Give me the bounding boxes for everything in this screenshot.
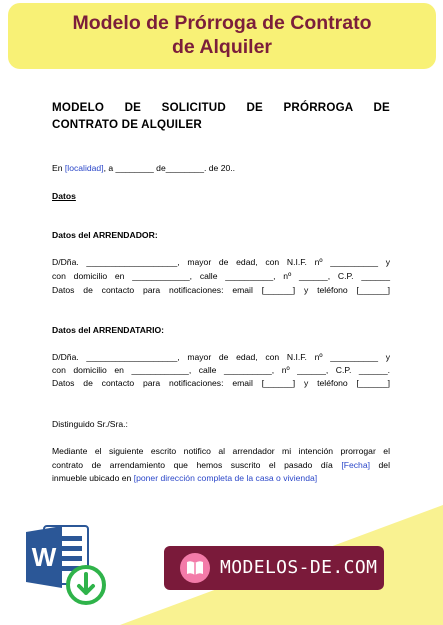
body-line-2-prefix: contrato de arrendamiento que hemos suscrito el pasado día: [52, 460, 342, 470]
document-title-line-1: MODELO DE SOLICITUD DE PRÓRROGA DE: [52, 101, 390, 114]
document-title: [52, 99, 390, 133]
arrendador-line-2: con domicilio en ____________, calle __________, nº ______, C.P. ______: [52, 271, 390, 281]
body-line-2-suffix: del: [370, 460, 390, 470]
body-line-3-prefix: inmueble ubicado en: [52, 473, 134, 483]
brand-banner[interactable]: [164, 546, 384, 590]
body-line-3: [52, 472, 390, 485]
document-title-line-2: CONTRATO DE ALQUILER: [52, 118, 202, 131]
page-title: [8, 11, 436, 59]
brand-text: MODELOS-DE.COM: [220, 557, 378, 578]
greeting: Distinguido Sr./Sra.:: [52, 419, 128, 429]
arrendador-line-3: Datos de contacto para notificaciones: email [______] y teléfono [______]: [52, 285, 390, 295]
place-date-prefix: En: [52, 163, 65, 173]
locality-placeholder: [localidad]: [64, 163, 104, 173]
place-date-line: [52, 162, 390, 175]
page-title-line-1: Modelo de Prórroga de Contrato: [72, 12, 372, 34]
date-placeholder: [Fecha]: [341, 460, 370, 470]
word-letter: W: [31, 542, 57, 572]
arrendador-heading: Datos del ARRENDADOR:: [52, 230, 158, 240]
brand-book-icon: [180, 553, 210, 583]
arrendatario-heading: Datos del ARRENDATARIO:: [52, 325, 165, 335]
arrendatario-line-1: D/Dña. ___________________, mayor de edad, con N.I.F. nº __________ y: [52, 352, 390, 362]
datos-heading: Datos: [52, 191, 76, 201]
place-date-suffix: , a ________ de________. de 20..: [103, 163, 236, 173]
address-placeholder: [poner dirección completa de la casa o vivienda]: [133, 473, 318, 483]
arrendador-line-1: D/Dña. ___________________, mayor de edad, con N.I.F. nº __________ y: [52, 257, 390, 267]
body-line-1: Mediante el siguiente escrito notifico al arrendador mi intención prorrogar el: [52, 446, 390, 456]
body-line-2: [52, 459, 390, 472]
arrendatario-line-2: con domicilio en ____________, calle __________, nº ______, C.P. ______.: [52, 365, 390, 375]
word-download-icon: [24, 522, 106, 606]
header-banner: [8, 3, 436, 69]
page-title-line-2: de Alquiler: [171, 36, 273, 58]
arrendatario-line-3: Datos de contacto para notificaciones: email [______] y teléfono [______]: [52, 378, 390, 388]
